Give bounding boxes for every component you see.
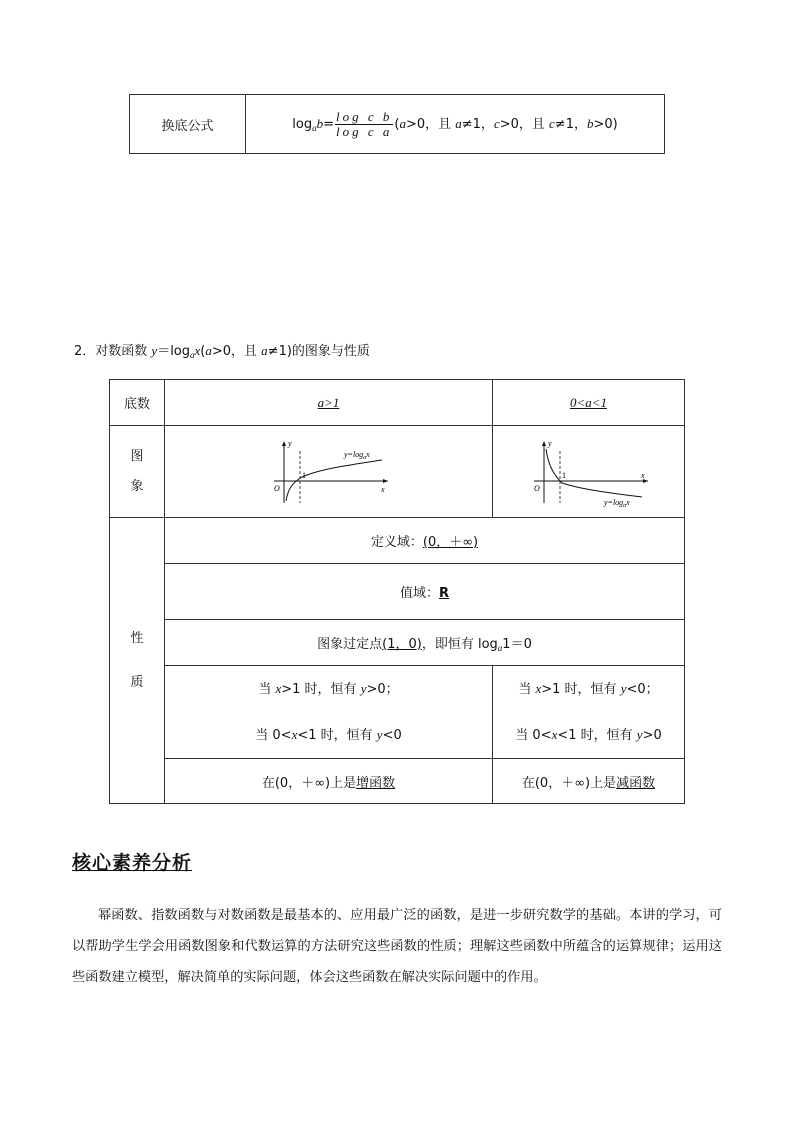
formula-log: log [292,116,313,132]
formula-table [129,94,665,154]
graph-gt1-cell [165,426,493,518]
sign-lt1-line1: 当 x>1 时，恒有 y<0； [518,681,659,697]
section2-a1: a [205,343,212,358]
header-base: 底数 [123,397,150,412]
section2-a2: a [261,343,268,358]
formula-cond-a2: a [455,115,462,131]
fixed-mid: ，即恒有 log [421,636,498,652]
range-label: 值域： [399,586,439,601]
formula-numerator: log c b [336,108,393,124]
mono-lt1-pre: 在(0，＋∞)上是 [521,775,617,791]
domain-value: (0，＋∞) [422,535,479,550]
x-label: x [640,470,645,480]
header-base-cell [110,380,165,426]
section2-y: y [151,343,158,358]
mono-gt1-val: 增函数 [356,775,396,791]
sign-gt1-line1: 当 x>1 时，恒有 y>0； [258,681,399,697]
formula-cond-b: b [586,115,594,131]
one-label: 1 [561,470,566,480]
formula-cond-a-rest: >0，且 [405,116,456,132]
fixed-pre: 图象过定点 [317,636,383,652]
formula-fraction [335,110,393,139]
y-label: y [287,438,292,448]
formula-cond-b-rest: >0) [593,116,618,132]
header-lt1: 0<a<1 [569,394,608,410]
formula-eq: = [323,116,334,132]
graph-lt1 [524,437,654,507]
formula-cond-a2-rest: ≠1， [461,116,494,132]
y-label: y [547,438,552,448]
graph-label-char-1: 图 [130,448,144,464]
formula-cond-a: a [399,115,406,131]
formula-cond-c-rest: >0，且 [499,116,550,132]
section2-x: x [194,343,201,358]
log-curve-decreasing [546,449,642,497]
section2-cond-open: ( [200,344,206,359]
props-label-char-1: 性 [130,630,144,646]
y-axis-arrow [542,441,546,446]
origin-label: O [273,483,280,493]
one-label: 1 [301,470,306,480]
formula-label: 换底公式 [161,118,214,134]
graph-label-char-2: 象 [130,478,144,494]
section2-prefix: 2．对数函数 [74,344,152,359]
section2-eq-log: ＝log [157,344,191,359]
header-lt1-cell [493,380,685,426]
header-gt1-cell [165,380,493,426]
y-axis-arrow [282,441,286,446]
formula-cond-c2: c [549,115,555,131]
curve-label: $y=\log_ax$ [343,449,370,461]
fixed-point: (1，0) [382,636,422,652]
props-label-cell [110,518,165,804]
header-gt1: a>1 [317,394,340,410]
curve-label: $y=\log_ax$ [603,497,630,507]
mono-lt1-cell [493,759,685,804]
range-cell [165,564,685,620]
section2-base: a [190,350,195,360]
x-label: x [380,484,385,494]
core-title: 核心素养分析 [72,852,193,874]
mono-gt1-cell [165,759,493,804]
mono-lt1-val: 减函数 [616,775,656,791]
formula-arg: b [316,115,324,131]
sign-lt1-line2: 当 0<x<1 时，恒有 y>0 [515,727,662,743]
props-label-char-2: 质 [130,674,144,690]
formula-label-cell [130,95,246,154]
core-paragraph: 幂函数、指数函数与对数函数是最基本的、应用最广泛的函数，是进一步研究数学的基础。本讲的学习，可以帮助学生学会用函数图象和代数运算的方法研究这些函数的性质；理解这些函数中所蕴含的运算规律；运用这些函数建立模型，解决简单的实际问题，体会这些函数在解决实际问题中的作用。 [72,908,722,985]
domain-cell [165,518,685,564]
mono-gt1-pre: 在(0，＋∞)上是 [261,775,357,791]
formula-cell [246,95,665,154]
graph-lt1-cell [493,426,685,518]
formula-denominator: log c a [336,123,393,139]
range-value: R [439,586,450,601]
section2-heading [74,340,370,360]
formula-cond-c: c [493,115,500,131]
origin-label: O [533,483,540,493]
fixed-point-cell [165,620,685,666]
formula-base: a [312,122,317,133]
fixed-sub: a [497,642,503,653]
domain-label: 定义域： [370,535,423,550]
formula-cond-c2-rest: ≠1， [554,116,587,132]
sign-gt1-line2: 当 0<x<1 时，恒有 y<0 [255,727,402,743]
sign-gt1-cell [165,666,493,759]
section2-cond-end: ≠1)的图象与性质 [267,344,370,359]
formula-cond-open: ( [394,116,400,132]
log-function-table [109,379,685,804]
section2-cond-mid: >0，且 [211,344,262,359]
graph-gt1 [264,437,394,507]
x-axis-arrow [383,479,388,483]
graph-label-cell [110,426,165,518]
sign-lt1-cell [493,666,685,759]
fixed-post: 1＝0 [502,636,532,652]
